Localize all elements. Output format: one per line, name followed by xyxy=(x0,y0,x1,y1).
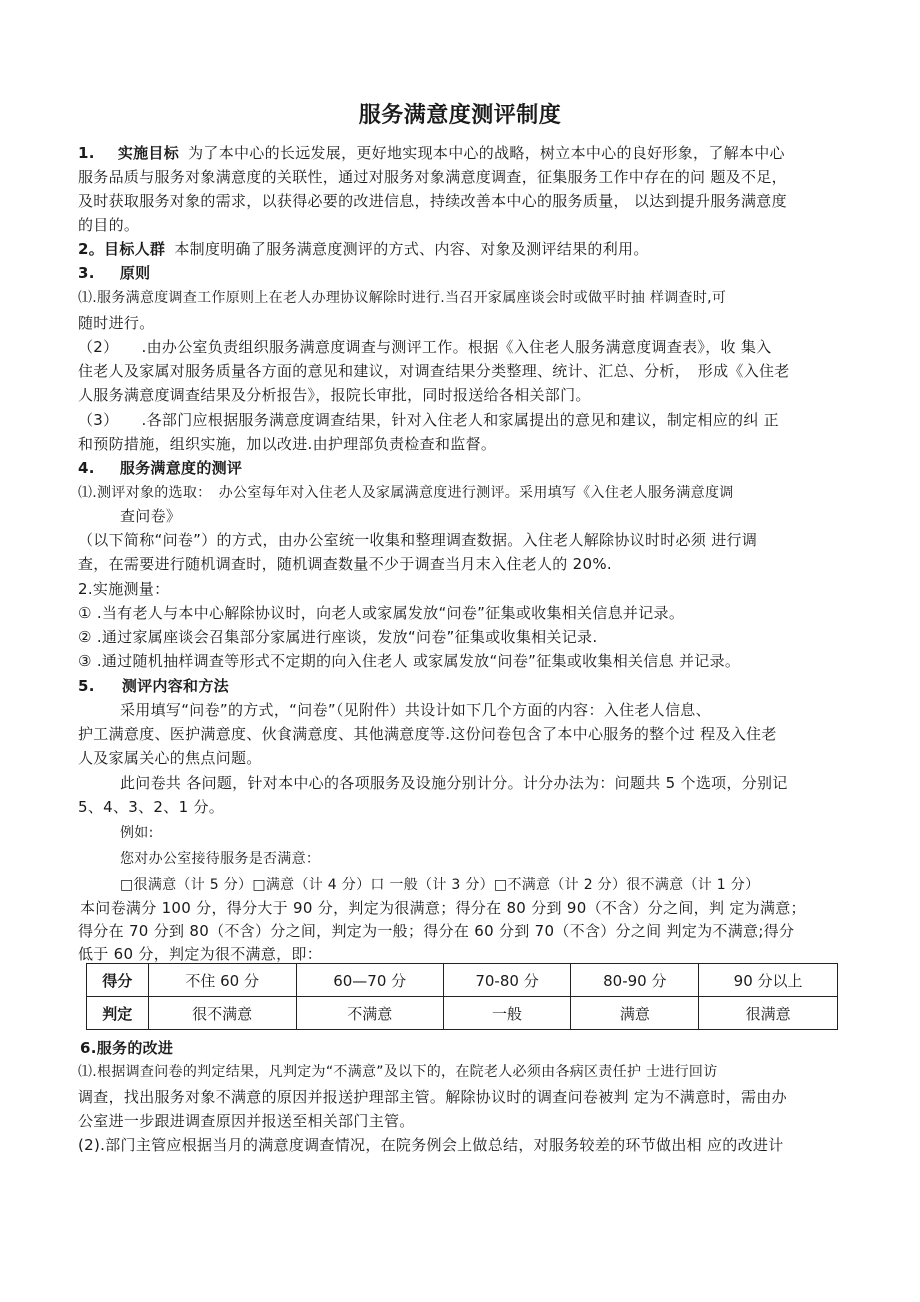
s5-example-label: 例如: xyxy=(120,825,154,841)
s6-p1-line-2: 调查，找出服务对象不满意的原因并报送护理部主管。解除协议时的调查问卷被判 定为不满意时，需由办 xyxy=(78,1088,787,1106)
table-row xyxy=(87,964,838,997)
s5-b-line-1: 此问卷共 各问题，针对本中心的各项服务及设施分别计分。计分办法为：问题共 5 个选项，分别记 xyxy=(120,774,788,792)
s5-a-line-3: 人及家属关心的焦点问题。 xyxy=(78,749,262,767)
table-cell: 得分 xyxy=(87,964,149,997)
s5-options: □很满意（计 5 分）□满意（计 4 分）口 一般（计 3 分）□不满意（计 2 分）很不满意（计 1 分） xyxy=(120,877,760,893)
s4-p1-line-2: 查问卷》 xyxy=(120,507,182,525)
s3-number: 3. xyxy=(78,264,95,282)
s4-item-2: ② .通过家属座谈会召集部分家属进行座谈，发放“问卷”征集或收集相关记录. xyxy=(78,628,598,646)
s6-p1-line-1: ⑴.根据调查问卷的判定结果，凡判定为“不满意”及以下的，在院老人必须由各病区责任护 士进行回访 xyxy=(78,1064,718,1080)
table-cell: 不满意 xyxy=(296,997,443,1030)
s4-p1-line-1: ⑴.测评对象的选取： 办公室每年对入住老人及家属满意度进行测评。采用填写《入住老人服务满意度调 xyxy=(78,485,734,501)
table-cell: 满意 xyxy=(571,997,699,1030)
s6-p1-line-3: 公室进一步跟进调查原因并报送至相关部门主管。 xyxy=(78,1112,415,1130)
s3-p1-line-2: 随时进行。 xyxy=(78,314,155,332)
s1-line-1 xyxy=(78,143,785,163)
s1-number: 1. xyxy=(78,144,95,162)
table-cell: 一般 xyxy=(443,997,571,1030)
s1-line-3: 及时获取服务对象的需求，以获得必要的改进信息，持续改善本中心的服务质量， 以达到提升服务满意度 xyxy=(78,192,787,210)
s5-c-line-2: 得分在 70 分到 80（不含）分之间，判定为一般；得分在 60 分到 70（不含）分之间 判定为不满意;得分 xyxy=(78,922,795,940)
s3-p2-line-2: 住老人及家属对服务质量各方面的意见和建议，对调查结果分类整理、统计、汇总、分析， 形成《入住老 xyxy=(78,362,790,380)
s3-heading: 原则 xyxy=(119,264,151,282)
s4-p1-line-4: 查，在需要进行随机调查时，随机调查数量不少于调查当月末入住老人的 20%. xyxy=(78,555,612,573)
s4-p1-line-3: （以下简称“问卷”）的方式，由办公室统一收集和整理调查数据。入住老人解除协议时时必须 进行调 xyxy=(78,531,758,549)
table-cell: 不住 60 分 xyxy=(148,964,296,997)
s6-p2: (2).部门主管应根据当月的满意度调查情况，在院务例会上做总结，对服务较差的环节做出相 应的改进计 xyxy=(78,1136,784,1154)
s5-number: 5. xyxy=(78,677,95,695)
s5-b-line-2: 5、4、3、2、1 分。 xyxy=(78,798,225,816)
table-cell: 很满意 xyxy=(699,997,838,1030)
s2-text: 本制度明确了服务满意度测评的方式、内容、对象及测评结果的利用。 xyxy=(174,240,649,258)
table-cell: 80-90 分 xyxy=(571,964,699,997)
s1-text-1: 为了本中心的长远发展，更好地实现本中心的战略，树立本中心的良好形象，了解本中心 xyxy=(188,144,785,162)
s5-a-line-1: 采用填写“问卷”的方式，“问卷”（见附件）共设计如下几个方面的内容：入住老人信息、 xyxy=(120,701,711,719)
s1-line-2: 服务品质与服务对象满意度的关联性，通过对服务对象满意度调查，征集服务工作中存在的问 题及不足， xyxy=(78,168,787,186)
s1-heading: 实施目标 xyxy=(117,144,180,162)
document-title: 服务满意度测评制度 xyxy=(358,103,562,128)
s6-heading: 6.服务的改进 xyxy=(80,1039,174,1057)
s3-p2-line-3: 人服务满意度调查结果及分析报告》，报院长审批，同时报送给各相关部门。 xyxy=(78,386,591,404)
table-cell: 60—70 分 xyxy=(296,964,443,997)
s5-heading: 测评内容和方法 xyxy=(121,677,229,695)
s4-item-1: ① .当有老人与本中心解除协议时，向老人或家属发放“问卷”征集或收集相关信息并记录。 xyxy=(78,604,685,622)
s5-a-line-2: 护工满意度、医护满意度、伙食满意度、其他满意度等.这份问卷包含了本中心服务的整个过 程及入住老 xyxy=(78,725,777,743)
s1-line-4: 的目的。 xyxy=(78,216,140,234)
table-cell: 90 分以上 xyxy=(699,964,838,997)
s5-question: 您对办公室接待服务是否满意： xyxy=(120,851,321,867)
s5-heading-line xyxy=(78,676,229,696)
s4-number: 4. xyxy=(78,459,95,477)
s3-heading-line xyxy=(78,263,150,283)
s4-p2: 2.实施测量： xyxy=(78,580,170,598)
s4-heading-line xyxy=(78,458,242,478)
s3-p3-line-1: （3） .各部门应根据服务满意度调查结果，针对入住老人和家属提出的意见和建议，制定相应的纠 正 xyxy=(78,411,779,429)
s4-item-3: ③ .通过随机抽样调查等形式不定期的向入住老人 或家属发放“问卷”征集或收集相关信息 并记录。 xyxy=(78,652,741,670)
s5-c-line-3: 低于 60 分，判定为很不满意，即： xyxy=(78,945,323,963)
s3-p2-line-1: （2） .由办公室负责组织服务满意度调查与测评工作。根据《入住老人服务满意度调查表》，收 集入 xyxy=(78,338,772,356)
s3-p3-line-2: 和预防措施，组织实施，加以改进.由护理部负责检查和监督。 xyxy=(78,435,497,453)
s5-c-line-1: 本问卷满分 100 分，得分大于 90 分，判定为很满意；得分在 80 分到 90（不含）分之间，判 定为满意； xyxy=(80,899,806,917)
table-cell: 判定 xyxy=(87,997,149,1030)
s2-line xyxy=(78,239,649,259)
table-cell: 很不满意 xyxy=(148,997,296,1030)
s4-heading: 服务满意度的测评 xyxy=(119,459,243,477)
s3-p1-line-1: ⑴.服务满意度调查工作原则上在老人办理协议解除时进行.当召开家属座谈会时或做平时抽 样调查时,可 xyxy=(78,290,727,306)
score-table xyxy=(86,963,838,1030)
table-row xyxy=(87,997,838,1030)
table-cell: 70-80 分 xyxy=(443,964,571,997)
s2-heading: 2。目标人群 xyxy=(78,240,166,258)
